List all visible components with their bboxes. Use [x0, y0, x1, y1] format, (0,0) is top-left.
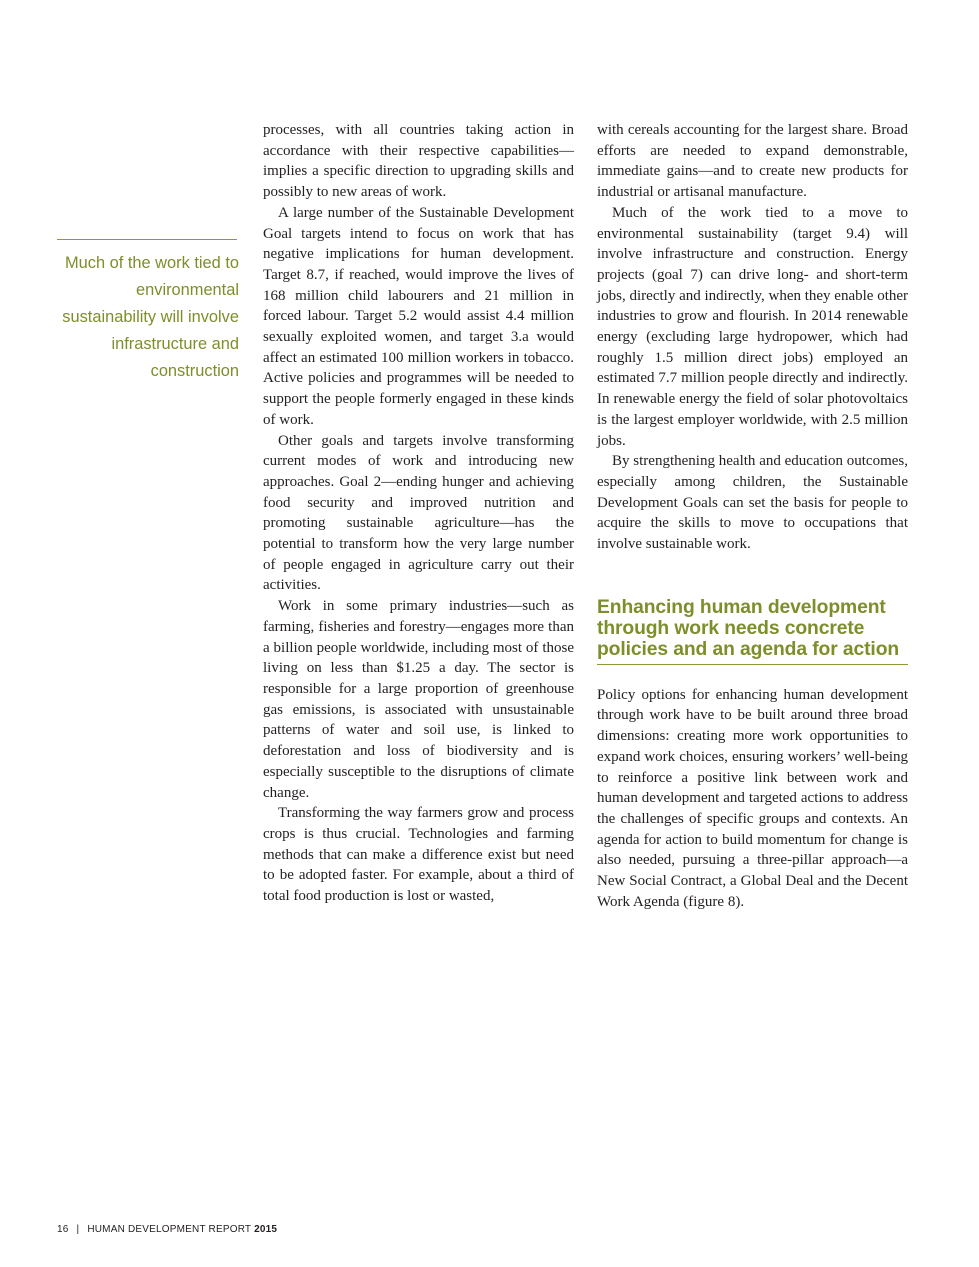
paragraph: By strengthening health and education outcomes, especially among children, the Sustainable Development Goals can set the basis for people to acquire the skills to move to occupations that involve sustainable work. [597, 453, 908, 553]
page-footer [57, 1224, 277, 1235]
pullquote: Much of the work tied to environmental sustainability will involve infrastructure and construction [62, 254, 239, 380]
paragraph: processes, with all countries taking action in accordance with their respective capabilities—implies a specific direction to upgrading skills and possibly to new areas of work. [263, 122, 574, 201]
paragraph: Other goals and targets involve transforming current modes of work and introducing new approaches. Goal 2—ending hunger and achieving food security and improved nutrition and promoting sustainable agriculture—has the potential to transform how the very large number of people engaged in agriculture carry out their activities. [263, 432, 574, 594]
report-title: HUMAN DEVELOPMENT REPORT [87, 1224, 252, 1235]
paragraph: Work in some primary industries—such as farming, fisheries and forestry—engages more than a billion people worldwide, including most of those living on less than $1.25 a day. The sector is responsible for a large proportion of greenhouse gas emissions, is associated with unsustainable patterns of water and soil use, is linked to deforestation and loss of biodiversity and is especially susceptible to the disruptions of climate change. [263, 598, 574, 801]
paragraph: Policy options for enhancing human development through work have to be built around three broad dimensions: creating more work opportunities to expand work choices, ensuring workers’ well-being to reinforce a positive link between work and human development and targeted actions to address the challenges of specific groups and contexts. An agenda for action to build momentum for change is also needed, pursuing a three-pillar approach—a New Social Contract, a Global Deal and the Decent Work Agenda (figure 8). [597, 686, 908, 910]
pullquote-rule [57, 239, 237, 240]
body-column-left [263, 120, 574, 907]
paragraph: Much of the work tied to a move to environmental sustainability (target 9.4) will involve infrastructure and construction. Energy projects (goal 7) can drive long- and short-term jobs, directly and indirectly, when they enable other industries to grow and flourish. In 2014 renewable energy (excluding large hydropower, which had roughly 1.5 million direct jobs) employed an estimated 7.7 million people directly and indirectly. In renewable energy the field of solar photovoltaics is the largest employer worldwide, with 2.5 million jobs. [597, 204, 909, 449]
paragraph: Transforming the way farmers grow and process crops is thus crucial. Technologies and farming methods that can make a difference exist but need to be adopted faster. For example, about a third of total food production is lost or wasted, [263, 805, 574, 905]
section-heading: Enhancing human development through work needs concrete policies and an agenda for action [597, 597, 908, 665]
footer-separator: | [76, 1224, 80, 1235]
report-year: 2015 [254, 1224, 278, 1235]
paragraph: A large number of the Sustainable Development Goal targets intend to focus on work that has negative implications for human development. Target 8.7, if reached, would improve the lives of 168 million child labourers and 21 million in forced labour. Target 5.2 would assist 4.4 million sexually exploited women, and target 3.a would affect an estimated 100 million workers in tobacco. Active policies and programmes will be needed to support the people formerly engaged in these kinds of work. [263, 204, 574, 428]
page-number: 16 [57, 1224, 69, 1235]
body-column-right [597, 120, 908, 913]
paragraph: with cereals accounting for the largest share. Broad efforts are needed to expand demonstrable, immediate gains—and to create new products for industrial or artisanal manufacture. [597, 122, 908, 201]
